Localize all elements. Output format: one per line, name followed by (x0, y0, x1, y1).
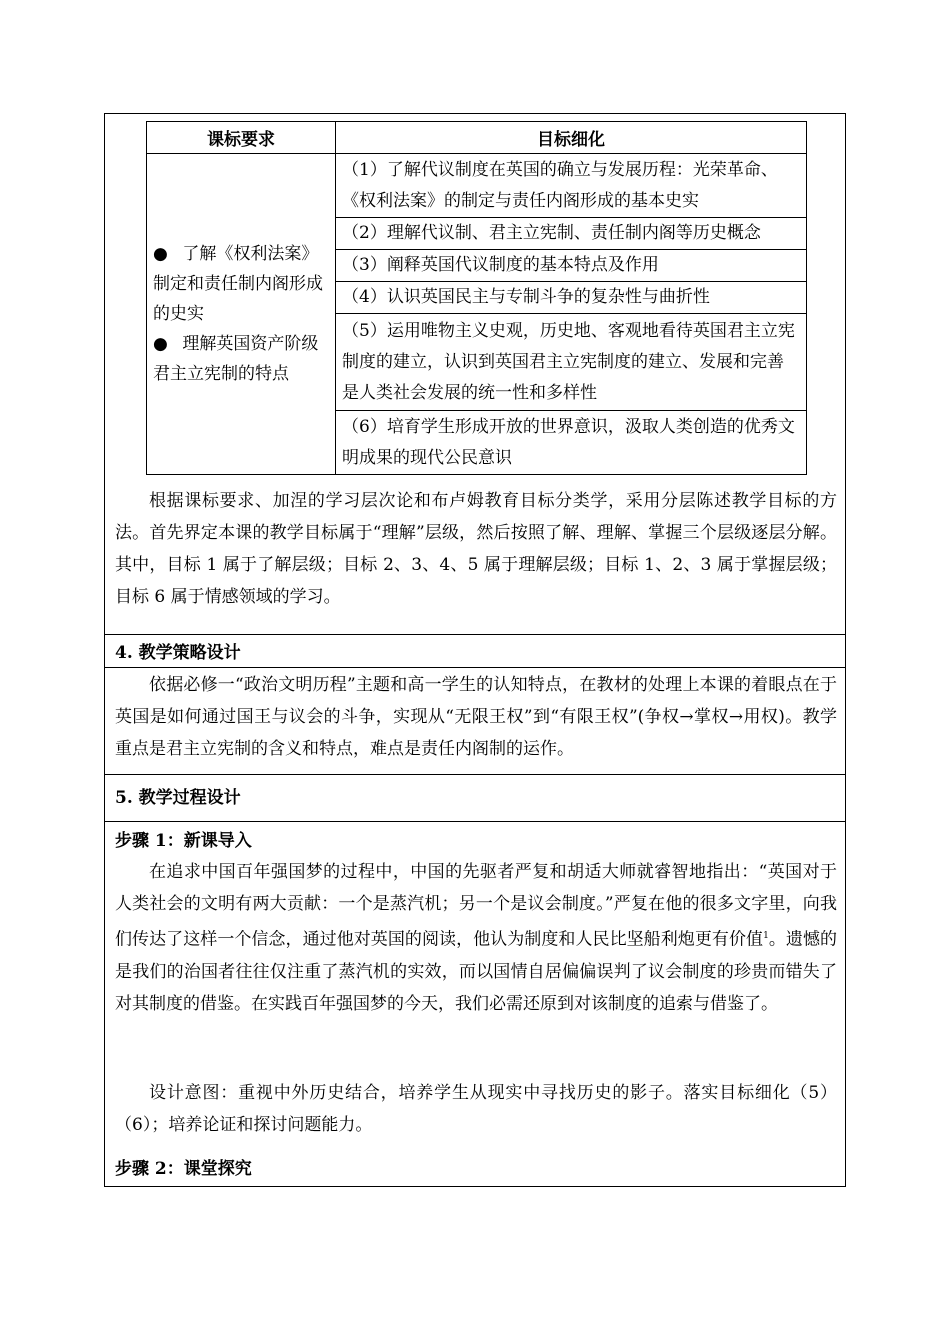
header-requirements: 课标要求 (147, 122, 336, 154)
row-divider (105, 667, 845, 668)
step-1-text-part: 在追求中国百年强国梦的过程中，中国的先驱者严复和胡适大师就睿智地指出：“英国对于人类社会的文明有两大贡献：一个是蒸汽机；另一个是议会制度。”严复在他的很多文字里，向我们传达了这样一个信念，通过他对英国的阅读，他认为制度和人民比坚船利炮更有价值 (115, 862, 837, 950)
goal-cell: （6）培育学生形成开放的世界意识，汲取人类创造的优秀文明成果的现代公民意识 (336, 411, 807, 475)
requirement-item (153, 239, 329, 329)
step-2-title: 步骤 2：课堂探究 (115, 1159, 252, 1179)
goal-cell: （3）阐释英国代议制度的基本特点及作用 (336, 250, 807, 282)
step-1-text (115, 856, 837, 1020)
objectives-table (146, 121, 807, 475)
requirement-text: 理解英国资产阶级君主立宪制的特点 (153, 334, 319, 384)
section-5-title: 5. 教学过程设计 (115, 788, 241, 808)
requirements-cell (147, 154, 336, 475)
bullet-icon: ● (153, 244, 168, 264)
requirement-text: 了解《权利法案》制定和责任制内阁形成的史实 (153, 244, 323, 324)
design-intent: 设计意图：重视中外历史结合，培养学生从现实中寻找历史的影子。落实目标细化（5）（6）；培养论证和探讨问题能力。 (115, 1083, 837, 1135)
footnote-mark: 1 (763, 931, 769, 941)
objectives-paragraph: 根据课标要求、加涅的学习层次论和布卢姆教育目标分类学，采用分层陈述教学目标的方法。首先界定本课的教学目标属于“理解”层级，然后按照了解、理解、掌握三个层级逐层分解。其中，目标 1 属于了解层级；目标 2、3、4、5 属于理解层级；目标 1、2、3 属于掌握层级；目标 6 属于情感领域的学习。 (115, 491, 837, 607)
step-1-title: 步骤 1：新课导入 (115, 831, 252, 851)
section-4-title: 4. 教学策略设计 (115, 643, 241, 663)
row-divider (105, 774, 845, 775)
goal-cell: （2）理解代议制、君主立宪制、责任制内阁等历史概念 (336, 218, 807, 250)
requirement-item (153, 329, 329, 389)
header-goals: 目标细化 (336, 122, 807, 154)
step-1-text-part: 。遗憾的是我们的治国者往往仅注重了蒸汽机的实效，而以国情自居偏偏误判了议会制度的珍贵而错失了对其制度的借鉴。在实践百年强国梦的今天，我们必需还原到对该制度的追索与借鉴了。 (115, 929, 838, 1014)
document-frame (104, 113, 846, 1187)
section-4-text: 依据必修一“政治文明历程”主题和高一学生的认知特点，在教材的处理上本课的着眼点在于英国是如何通过国王与议会的斗争，实现从“无限王权”到“有限王权”(争权→掌权→用权)。教学重点是君主立宪制的含义和特点，难点是责任内阁制的运作。 (115, 675, 837, 759)
goal-cell: （4）认识英国民主与专制斗争的复杂性与曲折性 (336, 282, 807, 314)
goal-cell: （1）了解代议制度在英国的确立与发展历程：光荣革命、《权利法案》的制定与责任内阁形成的基本史实 (336, 154, 807, 218)
bullet-icon: ● (153, 334, 168, 354)
goal-cell: （5）运用唯物主义史观，历史地、客观地看待英国君主立宪制度的建立，认识到英国君主立宪制度的建立、发展和完善是人类社会发展的统一性和多样性 (336, 314, 807, 411)
row-divider (105, 821, 845, 822)
row-divider (105, 634, 845, 635)
